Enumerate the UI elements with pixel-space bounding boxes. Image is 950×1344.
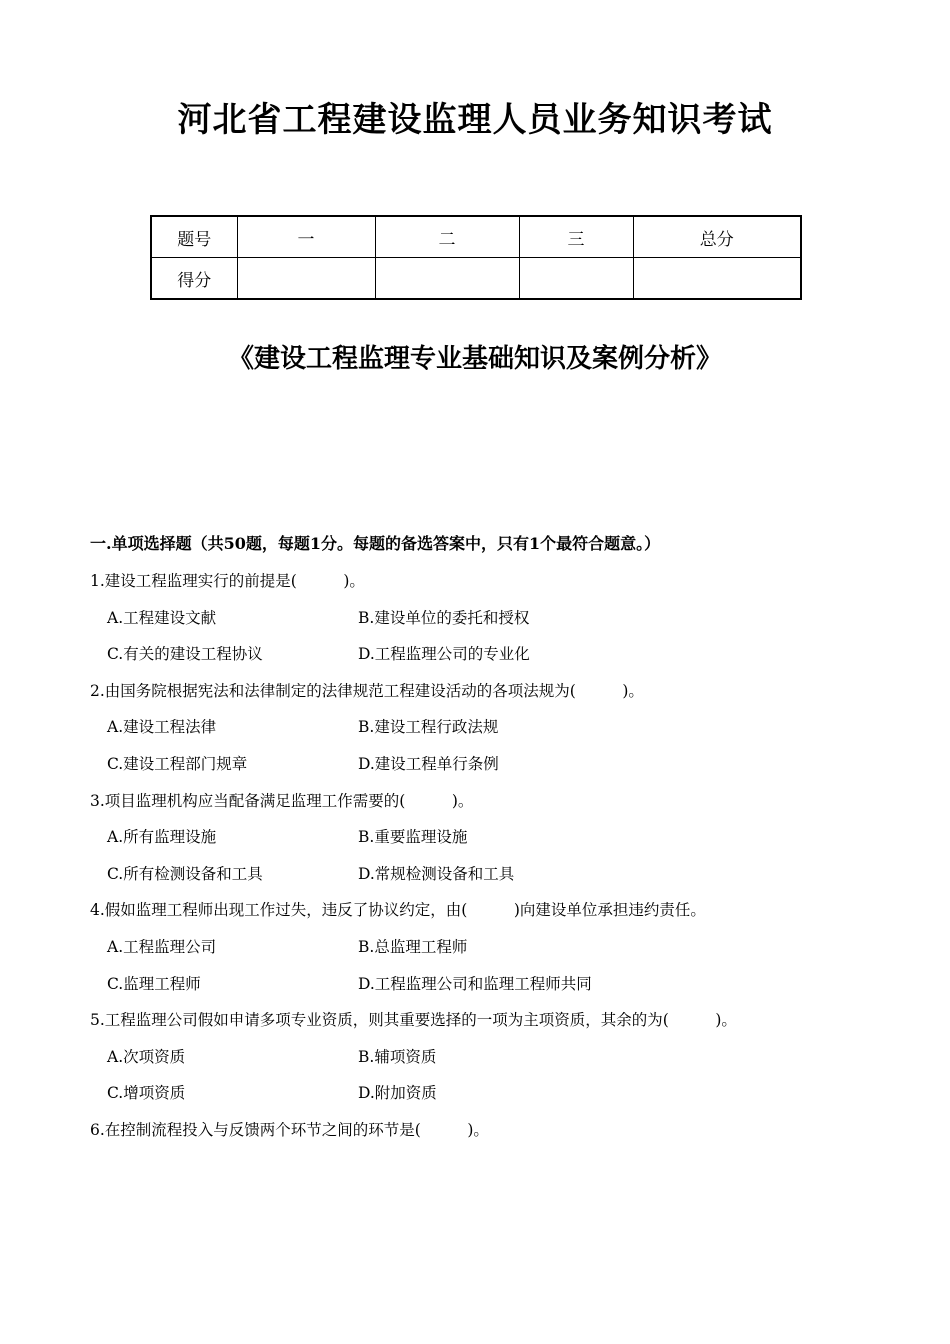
option-row <box>90 714 910 751</box>
option-b: B.重要监理设施 <box>358 828 468 847</box>
option-d: D.工程监理公司的专业化 <box>358 645 530 664</box>
option-c: C.有关的建设工程协议 <box>107 645 263 664</box>
score-row-label: 得分 <box>151 258 237 300</box>
option-b: B.总监理工程师 <box>358 937 468 956</box>
option-row <box>90 641 910 678</box>
option-b: B.建设工程行政法规 <box>358 718 499 737</box>
option-row <box>90 861 910 898</box>
score-table-score-row <box>151 258 801 300</box>
document-subtitle: 《建设工程监理专业基础知识及案例分析》 <box>227 344 722 374</box>
score-cell[interactable] <box>237 258 375 300</box>
question-list <box>90 568 910 1154</box>
option-c: C.所有检测设备和工具 <box>107 864 263 883</box>
option-row <box>90 605 910 642</box>
option-c: C.监理工程师 <box>107 974 201 993</box>
option-a: A.工程监理公司 <box>107 937 217 956</box>
option-row <box>90 1044 910 1081</box>
score-cell[interactable] <box>633 258 801 300</box>
section-heading: 一.单项选择题（共50题，每题1分。每题的备选答案中，只有1个最符合题意。） <box>90 534 661 553</box>
score-table <box>150 215 802 300</box>
score-table-header-row <box>151 216 801 258</box>
option-row <box>90 934 910 971</box>
score-cell[interactable] <box>375 258 519 300</box>
option-row <box>90 751 910 788</box>
option-d: D.附加资质 <box>358 1084 437 1103</box>
score-header-cell: 总分 <box>633 216 801 258</box>
score-header-cell: 一 <box>237 216 375 258</box>
question-text: 2.由国务院根据宪法和法律制定的法律规范工程建设活动的各项法规为( )。 <box>90 681 644 700</box>
question-text: 6.在控制流程投入与反馈两个环节之间的环节是( )。 <box>90 1120 489 1139</box>
option-b: B.辅项资质 <box>358 1047 437 1066</box>
option-d: D.工程监理公司和监理工程师共同 <box>358 974 592 993</box>
question-text: 4.假如监理工程师出现工作过失，违反了协议约定，由( )向建设单位承担违约责任。 <box>90 901 706 920</box>
option-b: B.建设单位的委托和授权 <box>358 608 530 627</box>
option-d: D.常规检测设备和工具 <box>358 864 515 883</box>
option-c: C.建设工程部门规章 <box>107 754 248 773</box>
document-title: 河北省工程建设监理人员业务知识考试 <box>177 100 773 140</box>
option-row <box>90 971 910 1008</box>
option-row <box>90 1080 910 1117</box>
option-a: A.所有监理设施 <box>107 828 217 847</box>
option-d: D.建设工程单行条例 <box>358 754 499 773</box>
question-text: 3.项目监理机构应当配备满足监理工作需要的( )。 <box>90 791 474 810</box>
question-text: 1.建设工程监理实行的前提是( )。 <box>90 572 365 590</box>
score-header-cell: 二 <box>375 216 519 258</box>
question-text: 5.工程监理公司假如申请多项专业资质，则其重要选择的一项为主项资质，其余的为( )。 <box>90 1011 737 1030</box>
score-cell[interactable] <box>519 258 633 300</box>
score-header-cell: 三 <box>519 216 633 258</box>
option-a: A.建设工程法律 <box>107 718 217 737</box>
option-row <box>90 824 910 861</box>
option-a: A.次项资质 <box>107 1047 186 1066</box>
option-a: A.工程建设文献 <box>107 608 217 627</box>
score-header-cell: 题号 <box>151 216 237 258</box>
option-c: C.增项资质 <box>107 1084 186 1103</box>
